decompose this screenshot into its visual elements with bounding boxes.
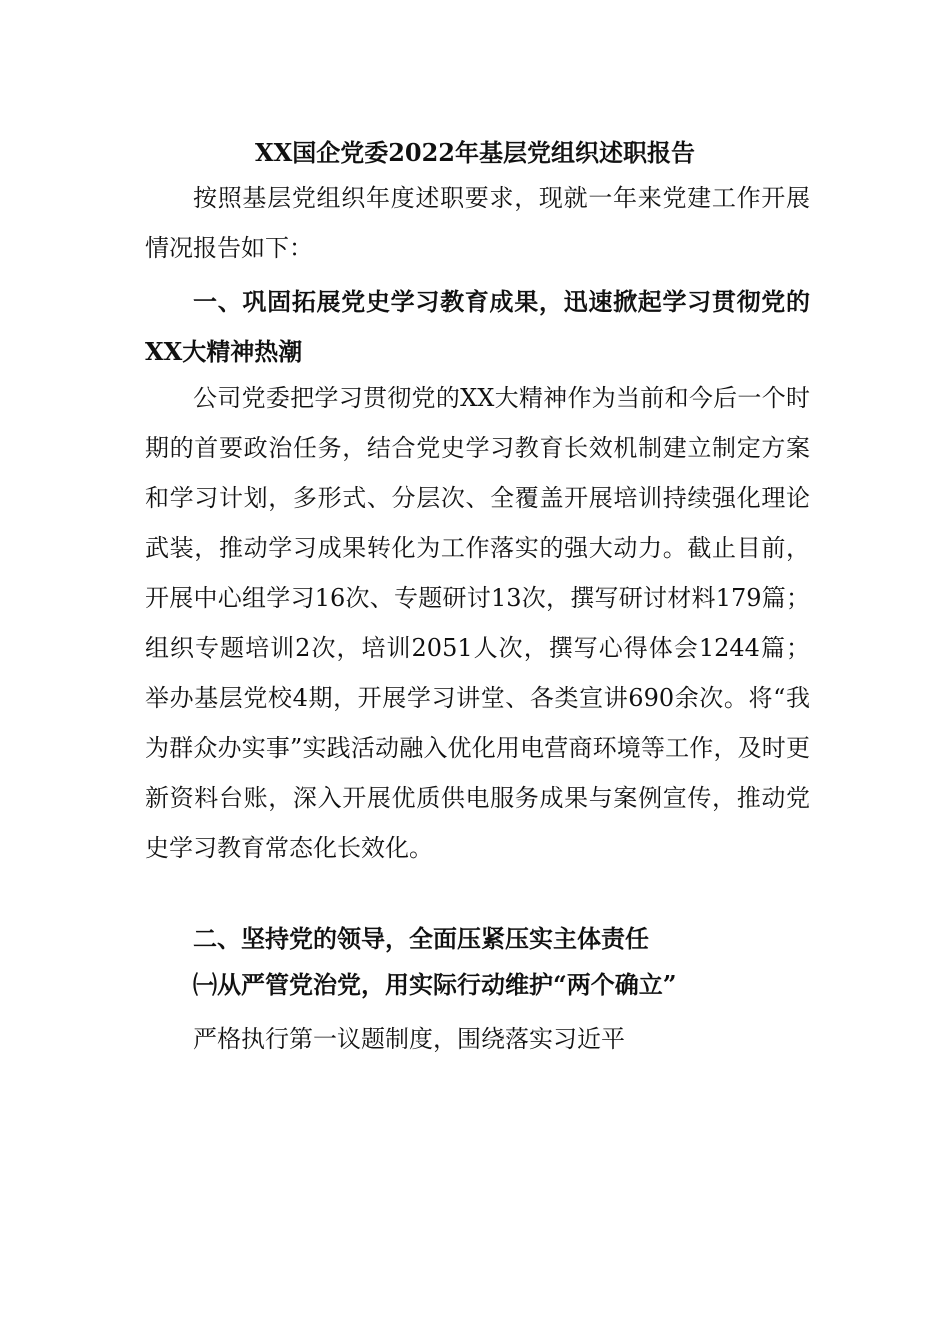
document-title: XX国企党委2022年基层党组织述职报告 [254,138,696,167]
section-2-subheading: ㈠从严管党治党，用实际行动维护“两个确立” [193,970,677,999]
intro-paragraph: 按照基层党组织年度述职要求，现就一年来党建工作开展情况报告如下： [145,184,810,262]
section-1-paragraph: 公司党委把学习贯彻党的XX大精神作为当前和今后一个时期的首要政治任务，结合党史学习教育长效机制建立制定方案和学习计划，多形式、分层次、全覆盖开展培训持续强化理论武装，推动学习成果转化为工作落实的强大动力。截止目前，开展中心组学习16次、专题研讨13次，撰写研讨材料179篇；组织专题培训2次，培训2051人次，撰写心得体会1244篇；举办基层党校4期，开展学习讲堂、各类宣讲690余次。将“我为群众办实事”实践活动融入优化用电营商环境等工作，及时更新资料台账，深入开展优质供电服务成果与案例宣传，推动党史学习教育常态化长效化。 [145,384,810,862]
section-2-paragraph: 严格执行第一议题制度，围绕落实习近平 [193,1025,625,1053]
section-2-heading: 二、坚持党的领导，全面压紧压实主体责任 [193,924,649,953]
section-1-heading: 一、巩固拓展党史学习教育成果，迅速掀起学习贯彻党的XX大精神热潮 [145,287,810,366]
